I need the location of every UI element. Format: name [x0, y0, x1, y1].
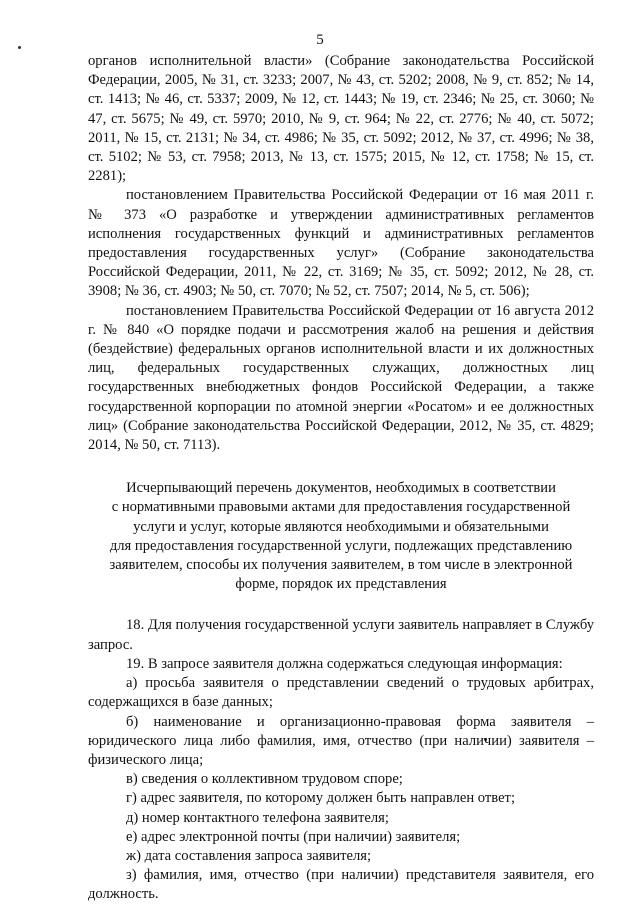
- scan-speck: [18, 46, 21, 49]
- list-item-g: г) адрес заявителя, по которому должен быть направлен ответ;: [126, 790, 515, 807]
- paragraph-18: 18. Для получения государственной услуги заявитель направляет в Службу запрос.: [88, 617, 594, 653]
- list-item-e: е) адрес электронной почты (при наличии) заявителя;: [126, 828, 461, 845]
- page-number: 5: [316, 32, 324, 48]
- heading-line: заявителем, способы их получения заявителем, в том числе в электронной: [109, 557, 573, 574]
- heading-line: форме, порядок их представления: [235, 576, 447, 593]
- heading-line: услуги и услуг, которые являются необходимыми и обязательными: [133, 518, 549, 535]
- heading-line: для предоставления государственной услуги, подлежащих представлению: [109, 537, 573, 554]
- document-body: [88, 52, 594, 905]
- heading-line: Исчерпывающий перечень документов, необходимых в соответствии: [126, 480, 556, 497]
- paragraph-resolution-840: постановлением Правительства Российской Федерации от 16 августа 2012 г. № 840 «О порядке подачи и рассмотрения жалоб на решения и действия (бездействие) федеральных органов исполнительной власти и их должностных лиц, федеральных государственных служащих, должностных лиц государственных внебюджетных фондов Российской Федерации, а также государственной корпорации по атомной энергии «Росатом» и ее должностных лиц» (Собрание законодательства Российской Федерации, 2012, № 35, ст. 4829; 2014, № 50, ст. 7113).: [88, 302, 594, 454]
- list-item-z: з) фамилия, имя, отчество (при наличии) представителя заявителя, его должность.: [88, 867, 594, 903]
- list-item-b: б) наименование и организационно-правовая форма заявителя – юридического лица либо фамилия, имя, отчество (при наличии) заявителя – физического лица;: [88, 713, 594, 768]
- paragraph-continuation: органов исполнительной власти» (Собрание законодательства Российской Федерации, 2005, № 31, ст. 3233; 2007, № 43, ст. 5202; 2008, № 9, ст. 852; № 14, ст. 1413; № 46, ст. 5337; 2009, № 12, ст. 1443; № 19, ст. 2346; № 25, ст. 3060; № 47, ст. 5675; № 49, ст. 5970; 2010, № 9, ст. 964; № 22, ст. 2776; № 40, ст. 5072; 2011, № 15, ст. 2131; № 34, ст. 4986; № 35, ст. 5092; 2012, № 37, ст. 4996; № 38, ст. 5102; № 53, ст. 7958; 2013, № 13, ст. 1575; 2015, № 12, ст. 1758; № 15, ст. 2281);: [88, 53, 594, 185]
- section-heading: [88, 479, 594, 594]
- heading-line: с нормативными правовыми актами для предоставления государственной: [111, 499, 571, 516]
- paragraph-resolution-373: постановлением Правительства Российской Федерации от 16 мая 2011 г. № 373 «О разработке и утверждении административных регламентов исполнения государственных функций и административных регламентов предоставления государственных услуг» (Собрание законодательства Российской Федерации, 2011, № 22, ст. 3169; № 35, ст. 5092; 2012, № 28, ст. 3908; № 36, ст. 4903; № 50, ст. 7070; № 52, ст. 7507; 2014, № 5, ст. 506);: [88, 187, 594, 300]
- list-item-d: д) номер контактного телефона заявителя;: [126, 809, 389, 826]
- paragraph-19: 19. В запросе заявителя должна содержаться следующая информация:: [126, 655, 563, 672]
- list-item-v: в) сведения о коллективном трудовом споре;: [126, 771, 403, 788]
- list-item-zh: ж) дата составления запроса заявителя;: [126, 847, 372, 864]
- list-item-a: а) просьба заявителя о представлении сведений о трудовых арбитрах, содержащихся в базе данных;: [88, 675, 594, 711]
